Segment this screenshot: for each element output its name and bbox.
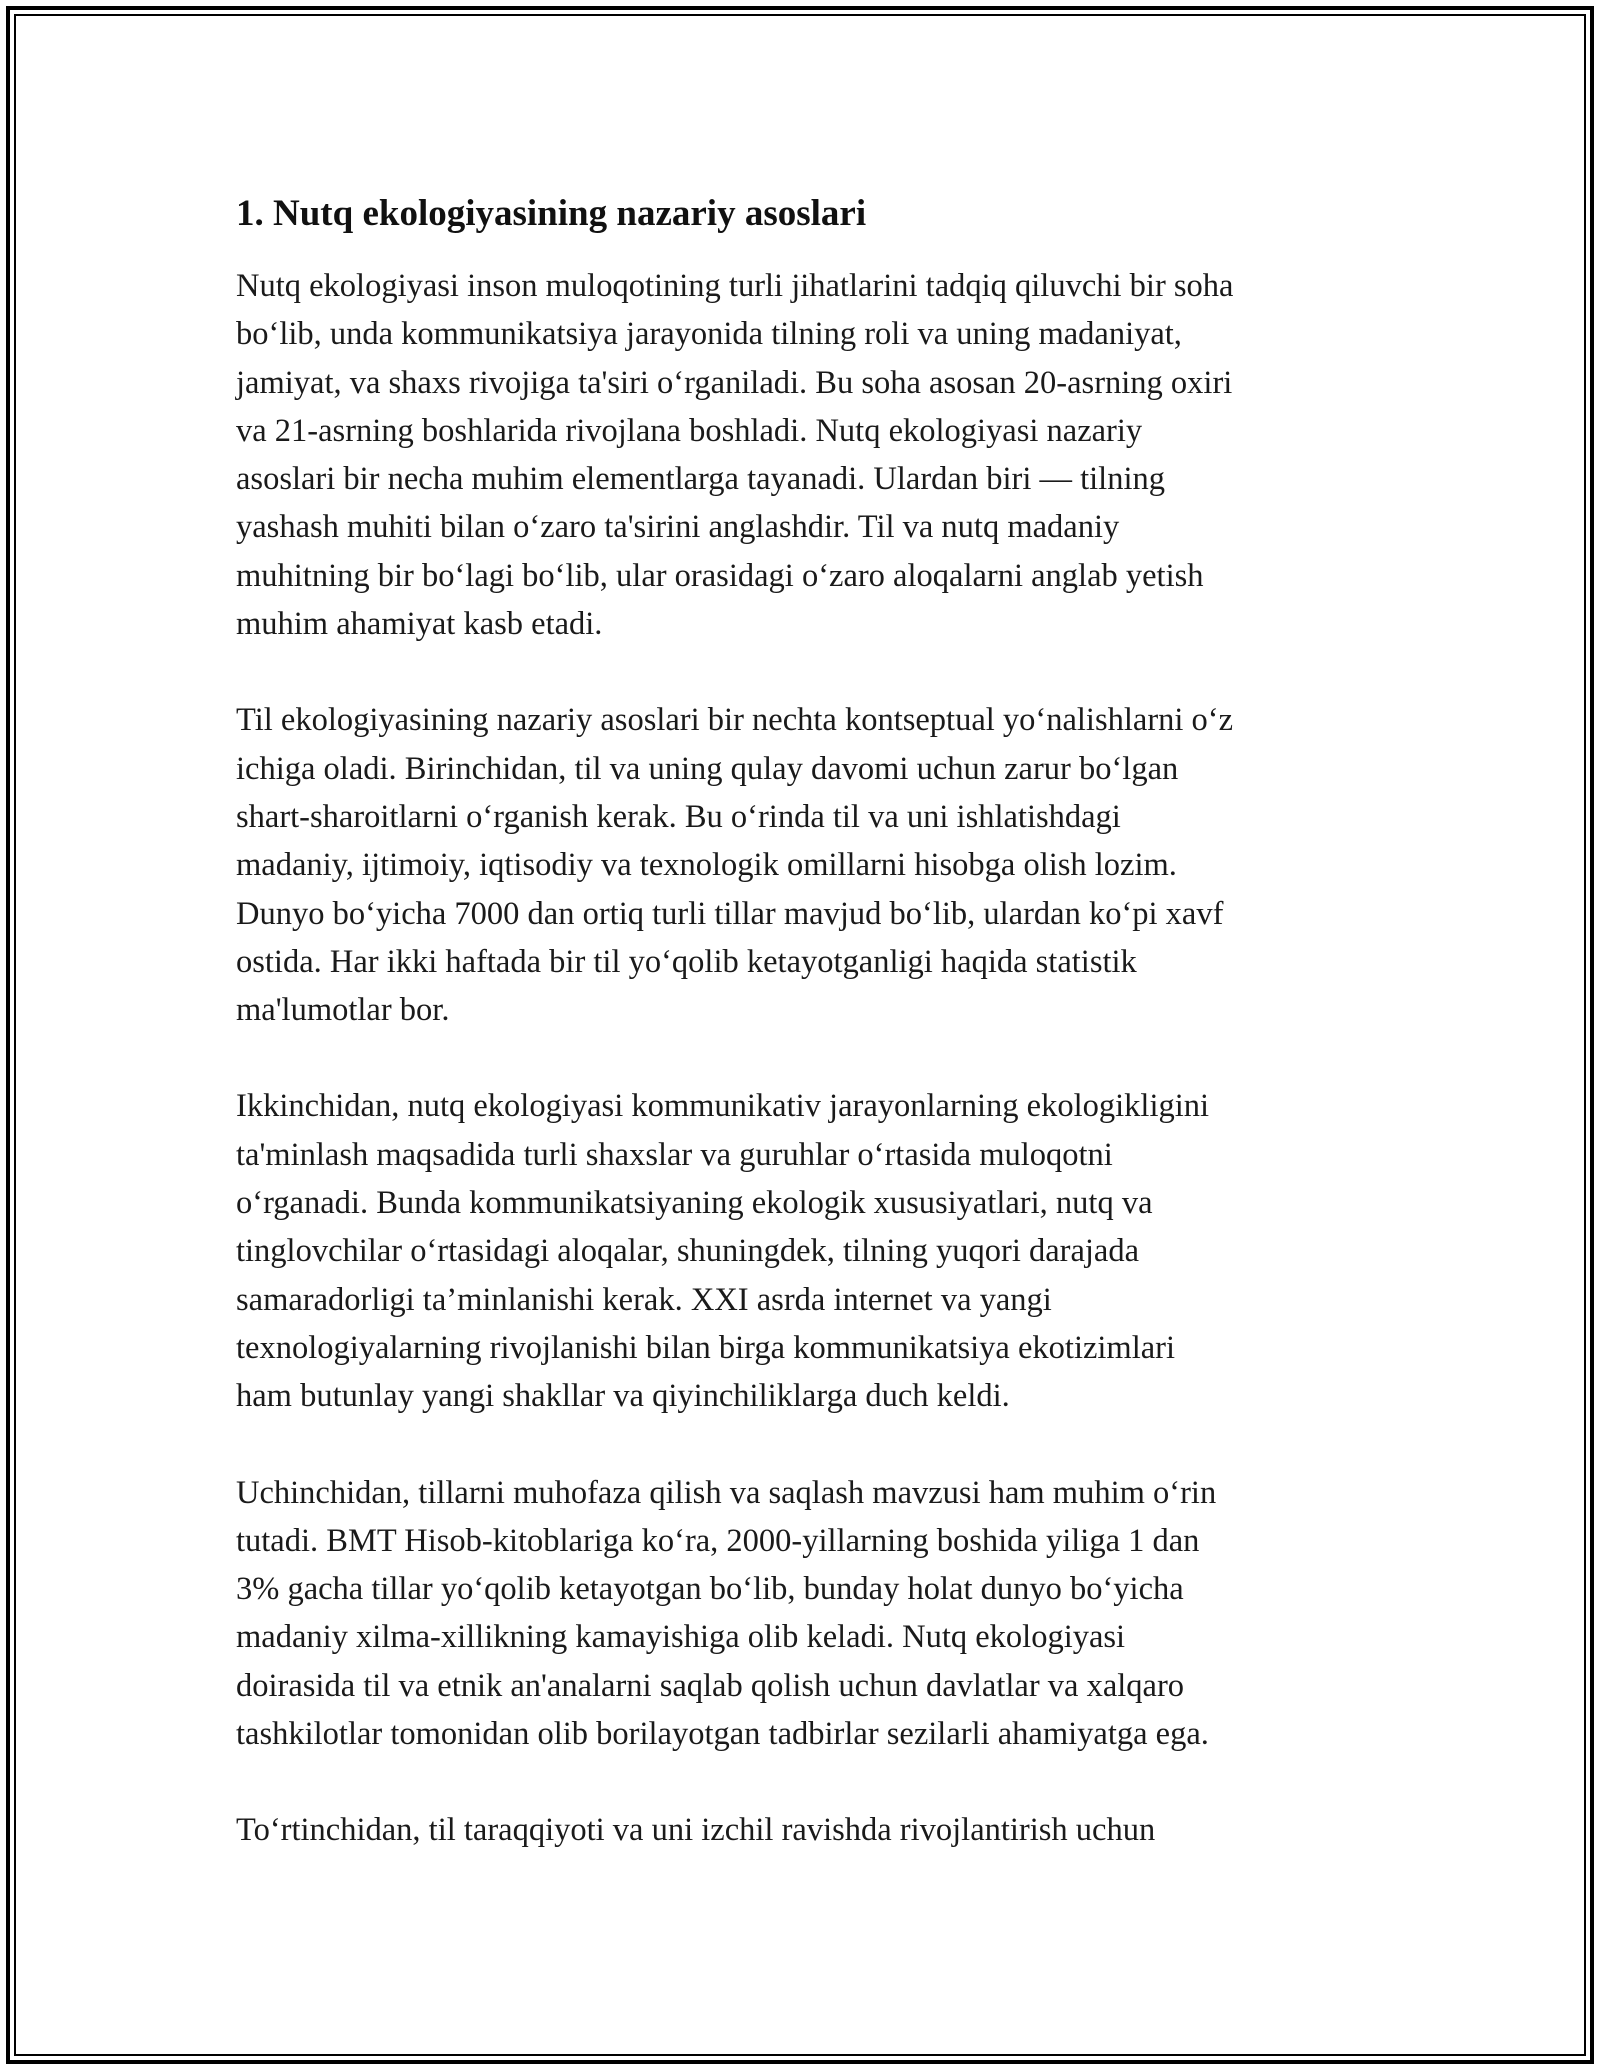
paragraph-fourth-point: To‘rtinchidan, til taraqqiyoti va uni izchil ravishda rivojlantirish uchun bbox=[236, 1812, 1156, 1849]
section-title: 1. Nutq ekologiyasining nazariy asoslari bbox=[236, 193, 867, 234]
paragraph-second-point: Ikkinchidan, nutq ekologiyasi kommunikativ jarayonlarning ekologikligini ta'minlash maqsadida turli shaxslar va guruhlar o‘rtasida muloqotni o‘rganadi. Bunda kommunikatsiyaning ekologik xususiyatlari, nutq va tinglovchilar o‘rtasidagi aloqalar, shuningdek, tilning yuqori darajada samaradorligi ta’minlanishi kerak. XXI asrda internet va yangi texnologiyalarning rivojlanishi bilan birga kommunikatsiya ekotizimlari ham butunlay yangi shakllar va qiyinchiliklarga duch keldi. bbox=[236, 1088, 1210, 1415]
paragraph-third-point: Uchinchidan, tillarni muhofaza qilish va saqlash mavzusi ham muhim o‘rin tutadi. BMT Hisob-kitoblariga ko‘ra, 2000-yillarning boshida yiliga 1 dan 3% gacha tillar yo‘qolib ketayotgan bo‘lib, bunday holat dunyo bo‘yicha madaniy xilma-xillikning kamayishiga olib keladi. Nutq ekologiyasi doirasida til va etnik an'analarni saqlab qolish uchun davlatlar va xalqaro tashkilotlar tomonidan olib borilayotgan tadbirlar sezilarli ahamiyatga ega. bbox=[236, 1474, 1217, 1753]
document-page bbox=[236, 188, 1376, 1903]
paragraph-intro: Nutq ekologiyasi inson muloqotining turli jihatlarini tadqiq qiluvchi bir soha bo‘lib, unda kommunikatsiya jarayonida tilning roli va uning madaniyat, jamiyat, va shaxs rivojiga ta'siri o‘rganiladi. Bu soha asosan 20-asrning oxiri va 21-asrning boshlarida rivojlana boshladi. Nutq ekologiyasi nazariy asoslari bir necha muhim elementlarga tayanadi. Ulardan biri — tilning yashash muhiti bilan o‘zaro ta'sirini anglashdir. Til va nutq madaniy muhitning bir bo‘lagi bo‘lib, ular orasidagi o‘zaro aloqalarni anglab yetish muhim ahamiyat kasb etadi. bbox=[236, 268, 1234, 643]
paragraph-first-point: Til ekologiyasining nazariy asoslari bir nechta kontseptual yo‘nalishlarni o‘z ichiga oladi. Birinchidan, til va uning qulay davomi uchun zarur bo‘lgan shart-sharoitlarni o‘rganish kerak. Bu o‘rinda til va uni ishlatishdagi madaniy, ijtimoiy, iqtisodiy va texnologik omillarni hisobga olish lozim. Dunyo bo‘yicha 7000 dan ortiq turli tillar mavjud bo‘lib, ulardan ko‘pi xavf ostida. Har ikki haftada bir til yo‘qolib ketayotganligi haqida statistik ma'lumotlar bor. bbox=[236, 702, 1234, 1029]
